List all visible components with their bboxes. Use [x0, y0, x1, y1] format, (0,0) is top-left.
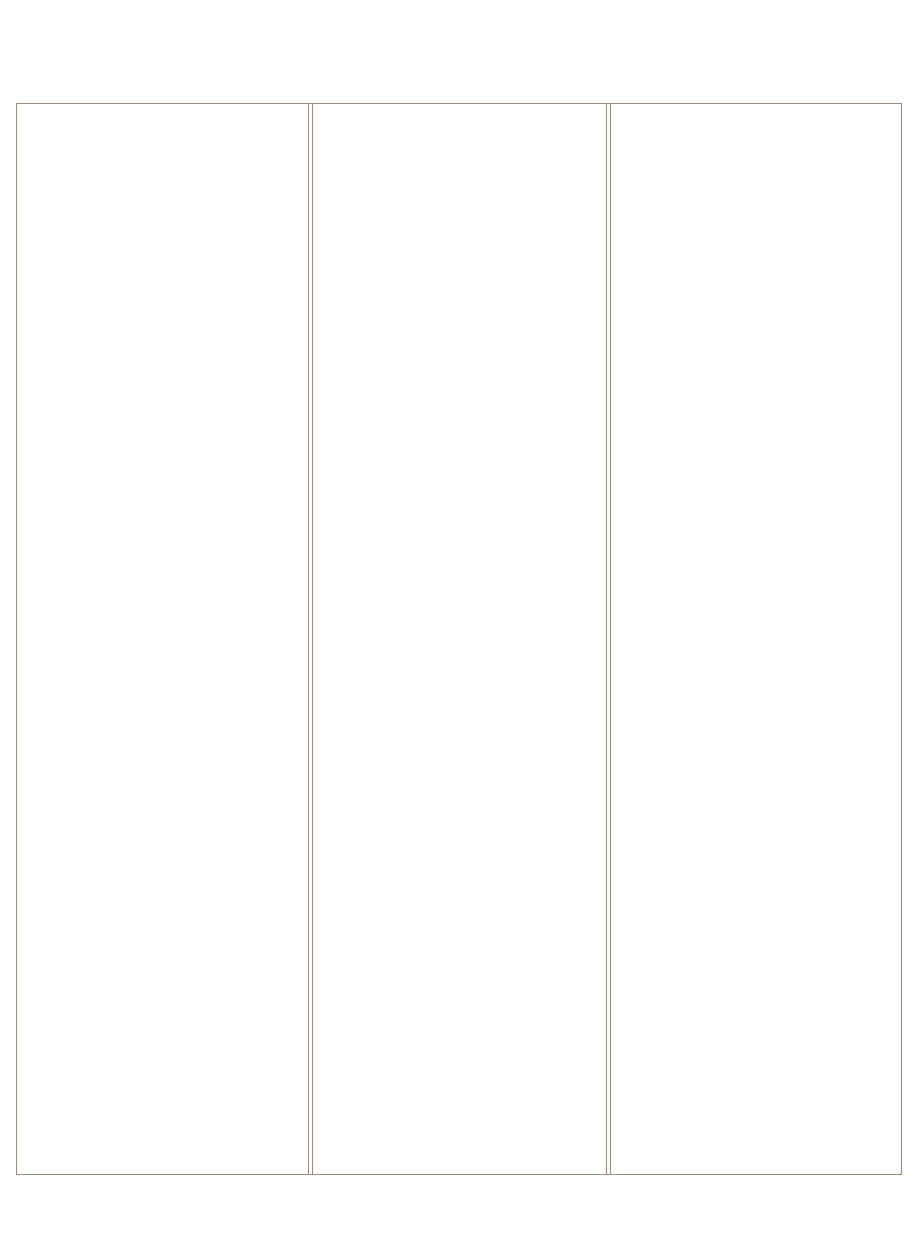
column-right	[608, 104, 902, 1174]
column-divider	[308, 104, 313, 1174]
column-divider	[606, 104, 611, 1174]
column-left	[16, 104, 310, 1174]
table-border-left	[16, 104, 17, 1174]
profile-table	[16, 103, 902, 1175]
column-middle	[310, 104, 608, 1174]
table-border-right	[901, 104, 902, 1174]
